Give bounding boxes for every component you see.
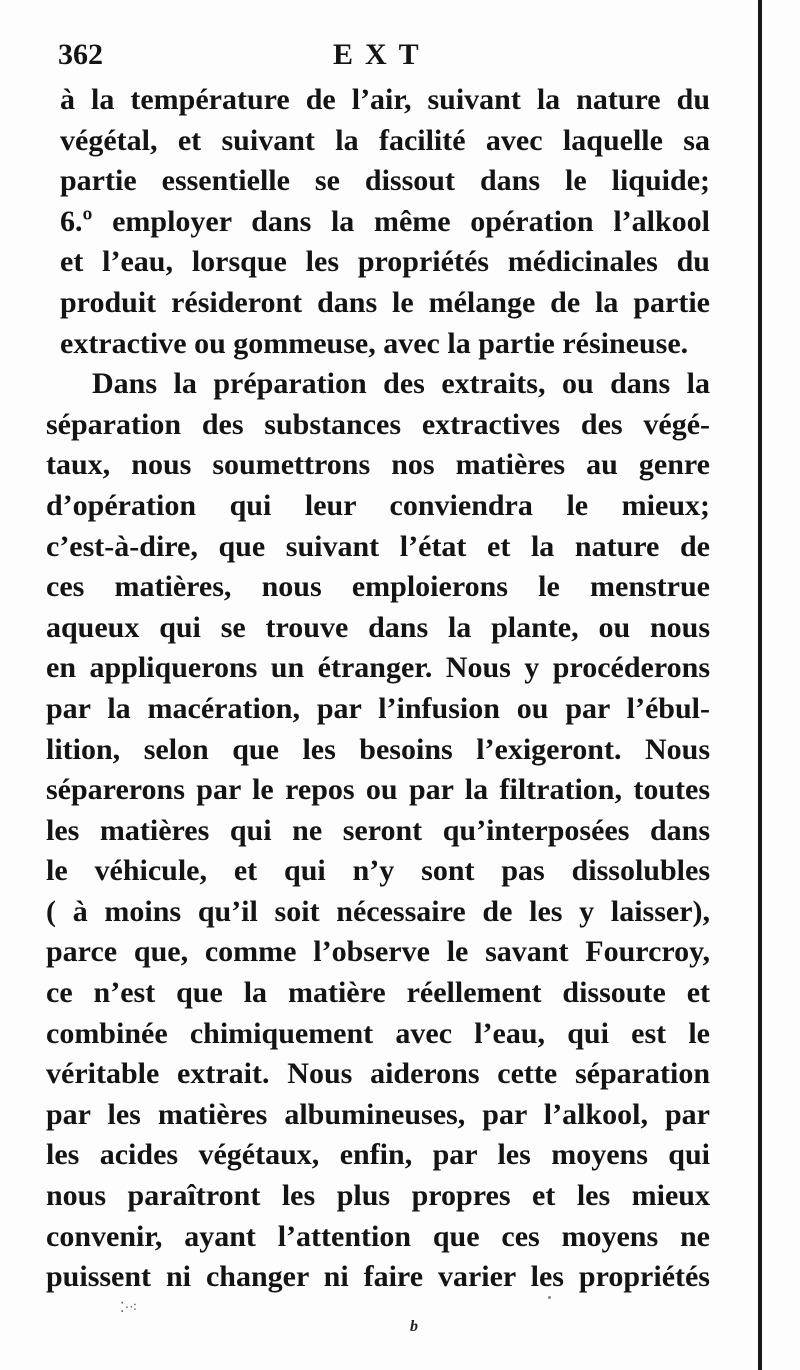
text-line: ( à moins qu’il soit nécessaire de les y laisser), <box>46 894 710 928</box>
text-line: à la température de l’air, suivant la nature du <box>60 83 710 116</box>
text-line: combinée chimiquement avec l’eau, qui est le <box>46 1016 710 1050</box>
body-text <box>46 80 710 1298</box>
text-line: Dans la préparation des extraits, ou dans la <box>92 367 710 401</box>
text-line: partie essentielle se dissout dans le liquide; <box>60 164 710 198</box>
text-line: produit résideront dans le mélange de la partie <box>60 285 710 319</box>
running-head: EXT <box>333 38 431 71</box>
text-line: végétal, et suivant la facilité avec laquelle sa <box>60 123 710 157</box>
text-line: le véhicule, et qui n’y sont pas dissolubles <box>46 854 710 888</box>
text-line: d’opération qui leur conviendra le mieux; <box>46 488 710 522</box>
text-line: convenir, ayant l’attention que ces moyens ne <box>46 1219 710 1253</box>
paragraph-1 <box>46 80 710 364</box>
print-specks: ⁚·⁖ <box>120 1301 138 1316</box>
text-line: séparation des substances extractives des végé- <box>46 407 710 441</box>
text-line: ce n’est que la matière réellement dissoute et <box>46 976 710 1010</box>
text-line: lition, selon que les besoins l’exigeront. Nous <box>46 732 710 766</box>
text-line: parce que, comme l’observe le savant Fourcroy, <box>46 935 710 969</box>
text-line: extractive ou gommeuse, avec la partie résineuse. <box>60 326 689 360</box>
text-line: par la macération, par l’infusion ou par l’ébul- <box>46 691 710 725</box>
text-line: aqueux qui se trouve dans la plante, ou nous <box>46 610 710 644</box>
page-number: 362 <box>58 38 103 71</box>
text-line: les acides végétaux, enfin, par les moyens qui <box>46 1138 710 1172</box>
text-line: séparerons par le repos ou par la filtration, toutes <box>46 773 710 807</box>
text-line: par les matières albumineuses, par l’alkool, par <box>46 1097 710 1131</box>
paragraph-2 <box>46 364 710 1298</box>
text-line: nous paraîtront les plus propres et les mieux <box>46 1179 710 1213</box>
signature-mark: b <box>410 1318 418 1335</box>
text-line: ces matières, nous emploierons le menstrue <box>46 570 710 604</box>
text-line: les matières qui ne seront qu’interposées dans <box>46 813 710 847</box>
text-line: 6.º employer dans la même opération l’alkool <box>60 204 710 238</box>
text-line: taux, nous soumettrons nos matières au genre <box>46 448 710 482</box>
text-line: et l’eau, lorsque les propriétés médicinales du <box>60 245 710 279</box>
page-edge-rule <box>758 0 762 1370</box>
print-dot <box>548 1296 551 1299</box>
page-header <box>58 30 698 78</box>
text-line: véritable extrait. Nous aiderons cette séparation <box>46 1057 710 1091</box>
text-line: c’est-à-dire, que suivant l’état et la nature de <box>46 529 710 563</box>
text-line: puissent ni changer ni faire varier les propriétés <box>46 1260 710 1294</box>
text-line: en appliquerons un étranger. Nous y procéderons <box>46 651 710 685</box>
